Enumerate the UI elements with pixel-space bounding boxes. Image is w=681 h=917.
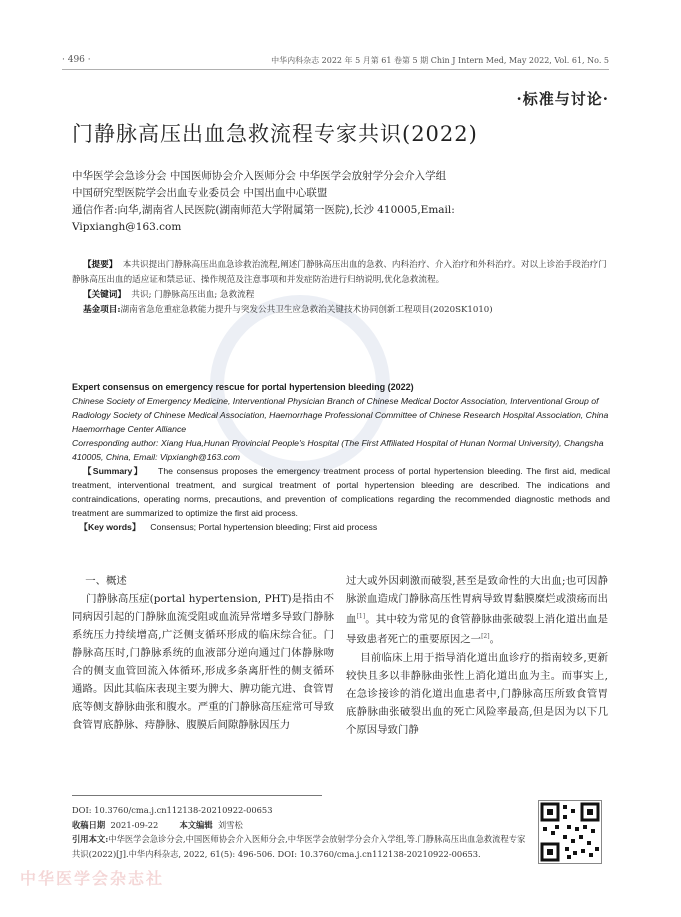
body-paragraph	[72, 590, 334, 734]
abstract-cn	[72, 258, 610, 318]
english-authors: Chinese Society of Emergency Medicine, Interventional Physician Branch of Chinese Medical Doctor Association, Interventional Group of Radiology Society of Chinese Medical Association, Haemorrhage Professional Committee of Chinese Research Hospital Association, China Haemorrhage Center Alliance	[72, 396, 609, 434]
editor-label: 本文编辑	[179, 819, 213, 830]
summary-cn-label: 【提要】	[82, 260, 118, 270]
body-column-right	[346, 572, 608, 739]
watermark-text: 中华医学会杂志社	[20, 869, 165, 888]
fund-cn-text: 湖南省急危重症急救能力提升与突发公共卫生应急救治关键技术协同创新工程项目(2020SK1010)	[120, 305, 493, 315]
english-keywords-label: 【Key words】	[79, 522, 141, 532]
footer	[72, 803, 532, 861]
received-label: 收稿日期	[72, 819, 106, 830]
summary-cn	[72, 258, 610, 288]
header-rule	[62, 69, 609, 70]
fund-cn	[72, 303, 610, 318]
english-corresponding: Corresponding author: Xiang Hua,Hunan Provincial People's Hospital (The First Affiliated Hospital of Hunan Normal University), Changsha 410005, China, Email: Vipxiangh@163.com	[72, 438, 604, 462]
cite-label: 引用本文:	[72, 834, 109, 844]
editor-name: 刘雪松	[217, 819, 243, 830]
body-paragraph	[346, 649, 608, 739]
cite-text: 中华医学会急诊分会,中国医师协会介入医师分会,中华医学会放射学分会介入学组,等.门静脉高压出血急救流程专家共识(2022)[J].中华内科杂志, 2022, 61(5): 496-506. DOI: 10.3760/cma.j.cn112138-20210922-00653.	[72, 834, 526, 859]
qr-code-icon[interactable]	[538, 800, 602, 864]
footer-rule	[72, 795, 322, 796]
received-line	[72, 818, 532, 833]
article-title: 门静脉高压出血急救流程专家共识(2022)	[72, 122, 478, 146]
keywords-cn-text: 共识; 门静脉高压出血; 急救流程	[131, 290, 255, 300]
english-keywords-text: Consensus; Portal hypertension bleeding; First aid process	[150, 522, 378, 532]
body-paragraph-text: 过大或外因刺激而破裂,甚至是致命性的大出血;也可因静脉淤血造成门静脉高压性胃病导致胃黏膜糜烂或溃疡而出血	[346, 575, 608, 626]
section-heading-text: 一、概述	[85, 575, 127, 587]
body-paragraph-text: 。其中较为常见的食管静脉曲张破裂上消化道出血是导致患者死亡的重要原因之一	[346, 613, 608, 646]
body-paragraph-text: 。	[489, 633, 500, 646]
body-paragraph-text: 门静脉高压症(portal hypertension, PHT)是指由不同病因引起的门静脉血流受阻或血流异常增多导致门静脉系统压力持续增高,广泛侧支循环形成的临床综合征。门静脉高压时,门静脉系统的血液部分逆向通过门体静脉吻合的侧支血管回流入体循环,形成多条离肝性的侧支循环通路。因此其临床表现主要为脾大、脾功能亢进、食管胃底等侧支静脉曲张和腹水。严重的门静脉高压症常可导致食管胃底静脉、痔静脉、腹膜后间隙静脉因压力	[72, 593, 335, 731]
author-line: 通信作者:向华,湖南省人民医院(湖南师范大学附属第一医院),长沙 410005,Email:	[72, 204, 455, 216]
fund-cn-label: 基金项目:	[82, 305, 121, 315]
cite-line	[72, 832, 532, 861]
citation[interactable]: [2]	[481, 633, 490, 641]
abstract-en	[72, 380, 610, 534]
keywords-cn	[72, 288, 610, 303]
doi[interactable]: DOI: 10.3760/cma.j.cn112138-20210922-00653	[72, 805, 273, 815]
body-paragraph-text: 目前临床上用于指导消化道出血诊疗的指南较多,更新较快且多以非静脉曲张性上消化道出血为主。而事实上,在急诊接诊的消化道出血患者中,门静脉高压所致食管胃底静脉曲张破裂出血的死亡风险率最高,但是因为以下几个原因导致门静	[346, 651, 608, 736]
summary-cn-text: 本共识提出门静脉高压出血急诊救治流程,阐述门静脉高压出血的急救、内科治疗、介入治疗和外科治疗。对以上诊治手段治疗门静脉高压出血的适应证和禁忌证、操作规范及注意事项和并发症防治进行归纳说明,优化急救流程。	[72, 260, 607, 285]
section-heading	[72, 572, 334, 590]
author-line: 中国研究型医院学会出血专业委员会 中国出血中心联盟	[72, 187, 328, 199]
body-paragraph	[346, 572, 608, 649]
body-column-left	[72, 572, 334, 734]
english-summary	[72, 464, 610, 520]
citation[interactable]: [1]	[356, 613, 366, 620]
author-line: 中华医学会急诊分会 中国医师协会介入医师分会 中华医学会放射学分会介入学组	[72, 170, 447, 182]
received-date: 2021-09-22	[110, 819, 159, 830]
english-title: Expert consensus on emergency rescue for portal hypertension bleeding (2022)	[72, 382, 414, 392]
authors-cn	[72, 168, 612, 236]
journal-header: 中华内科杂志 2022 年 5 月第 61 卷第 5 期 Chin J Intern Med, May 2022, Vol. 61, No. 5	[271, 56, 609, 65]
keywords-cn-label: 【关键词】	[82, 290, 126, 300]
english-summary-text: The consensus proposes the emergency treatment process of portal hypertension bleeding. The first aid, medical treatment, interventional treatment, and surgical treatment of portal hypertension bleeding are described. The indications and contraindications, operating norms, precautions, and prevention of complications regarding the recommended diagnostic methods and treatment are summarized to optimize the first aid process.	[72, 466, 610, 518]
section-label: ·标准与讨论·	[516, 90, 609, 108]
page-number: · 496 ·	[62, 55, 91, 65]
english-summary-label: 【Summary】	[82, 466, 144, 476]
author-email[interactable]: Vipxiangh@163.com	[72, 221, 182, 233]
english-keywords	[72, 520, 610, 534]
